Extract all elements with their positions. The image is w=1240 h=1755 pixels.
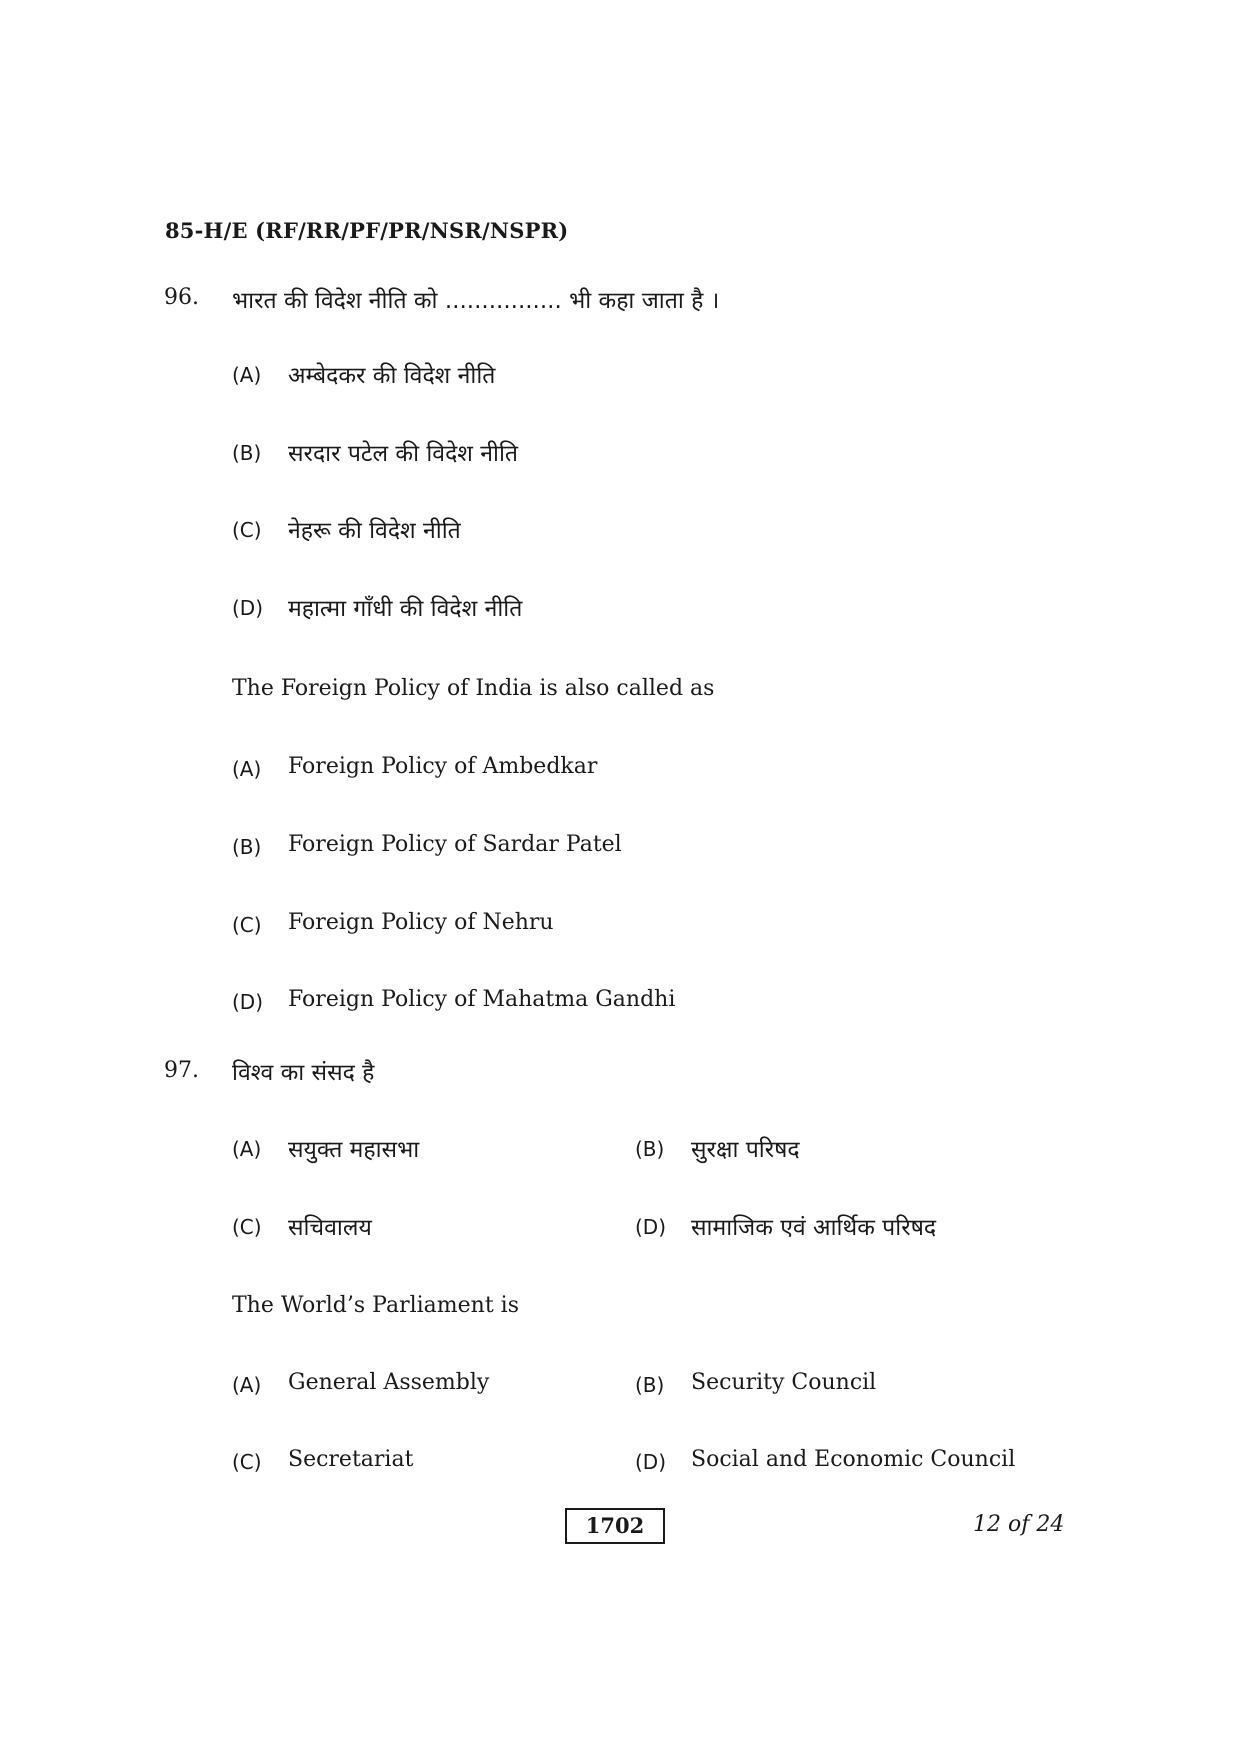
option-text: नेहरू की विदेश नीति: [288, 518, 461, 544]
option-label: (C): [232, 518, 262, 542]
option-label: (D): [635, 1450, 667, 1474]
question-96-hindi-text: भारत की विदेश नीति को ................ भी कहा जाता है ।: [232, 288, 720, 314]
option-text: सयुक्त महासभा: [288, 1137, 420, 1163]
option-text: Foreign Policy of Nehru: [288, 910, 554, 935]
option-label: (D): [232, 990, 264, 1014]
option-text: सचिवालय: [288, 1215, 372, 1241]
option-label: (A): [232, 1137, 262, 1161]
booklet-code-box: 1702: [565, 1508, 665, 1544]
option-label: (C): [232, 1450, 262, 1474]
option-label: (C): [232, 913, 262, 937]
option-text: सुरक्षा परिषद: [691, 1137, 800, 1163]
option-text: Foreign Policy of Sardar Patel: [288, 832, 622, 857]
option-label: (B): [635, 1373, 665, 1397]
paper-code-header: 85-H/E (RF/RR/PF/PR/NSR/NSPR): [165, 218, 569, 243]
option-label: (A): [232, 363, 262, 387]
page-number: 12 of 24: [973, 1512, 1065, 1537]
option-text: महात्मा गाँधी की विदेश नीति: [288, 596, 523, 622]
option-label: (B): [635, 1137, 665, 1161]
option-label: (A): [232, 1373, 262, 1397]
option-text: Foreign Policy of Mahatma Gandhi: [288, 987, 676, 1012]
option-text: Foreign Policy of Ambedkar: [288, 754, 598, 779]
option-label: (D): [232, 596, 264, 620]
question-97-hindi-text: विश्व का संसद है: [232, 1060, 375, 1086]
option-text: General Assembly: [288, 1370, 490, 1395]
option-text: Security Council: [691, 1370, 877, 1395]
option-label: (D): [635, 1215, 667, 1239]
option-text: Social and Economic Council: [691, 1447, 1016, 1472]
question-97-number: 97.: [164, 1058, 199, 1083]
option-text: Secretariat: [288, 1447, 414, 1472]
option-label: (B): [232, 835, 262, 859]
question-97-english-text: The World’s Parliament is: [232, 1293, 519, 1318]
option-label: (A): [232, 757, 262, 781]
option-label: (B): [232, 441, 262, 465]
question-96-english-text: The Foreign Policy of India is also called as: [232, 676, 715, 701]
question-96-number: 96.: [164, 285, 199, 310]
option-text: सामाजिक एवं आर्थिक परिषद: [691, 1215, 937, 1241]
option-text: सरदार पटेल की विदेश नीति: [288, 441, 519, 467]
option-text: अम्बेदकर की विदेश नीति: [288, 363, 496, 389]
option-label: (C): [232, 1215, 262, 1239]
